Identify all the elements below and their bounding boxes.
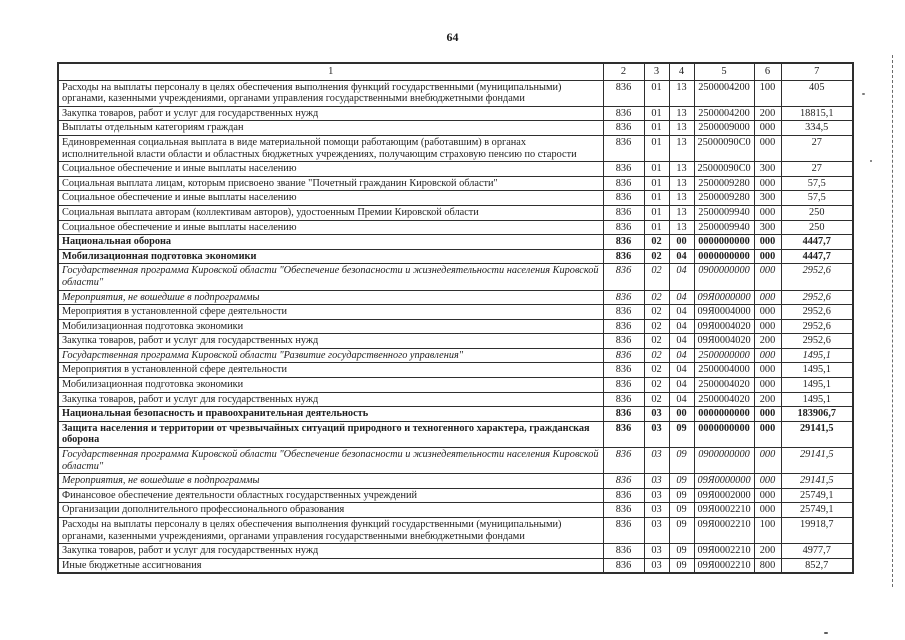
cell-amount: 1495,1: [781, 378, 853, 393]
cell-section: 01: [644, 80, 669, 106]
cell-expense-name: Мероприятия, не вошедшие в подпрограммы: [58, 474, 603, 489]
scan-artifact-speck: [870, 160, 872, 162]
header-cell-amount: 7: [781, 63, 853, 80]
cell-subsection: 09: [669, 448, 694, 474]
table-row: [58, 205, 853, 220]
table-row: [58, 290, 853, 305]
cell-subsection: 00: [669, 235, 694, 250]
table-row: [58, 106, 853, 121]
cell-expense-name: Закупка товаров, работ и услуг для государственных нужд: [58, 106, 603, 121]
cell-section: 03: [644, 544, 669, 559]
cell-expense-name: Социальное обеспечение и иные выплаты населению: [58, 191, 603, 206]
cell-target-article: 09Я0002210: [694, 518, 754, 544]
cell-grbs: 836: [603, 392, 644, 407]
cell-section: 02: [644, 334, 669, 349]
table-row: [58, 558, 853, 573]
cell-section: 02: [644, 363, 669, 378]
cell-amount: 57,5: [781, 176, 853, 191]
cell-expense-name: Государственная программа Кировской области "Обеспечение безопасности и жизнедеятельности населения Кировской области": [58, 264, 603, 290]
cell-target-article: 2500004200: [694, 80, 754, 106]
cell-expense-name: Защита населения и территории от чрезвычайных ситуаций природного и техногенного характера, гражданская оборона: [58, 421, 603, 447]
cell-amount: 4447,7: [781, 235, 853, 250]
cell-grbs: 836: [603, 162, 644, 177]
cell-amount: 2952,6: [781, 334, 853, 349]
cell-section: 02: [644, 264, 669, 290]
cell-subsection: 04: [669, 319, 694, 334]
cell-target-article: 2500004200: [694, 106, 754, 121]
table-row: [58, 220, 853, 235]
cell-amount: 57,5: [781, 191, 853, 206]
cell-expense-type: 200: [754, 392, 781, 407]
cell-subsection: 13: [669, 162, 694, 177]
cell-expense-name: Мобилизационная подготовка экономики: [58, 378, 603, 393]
cell-section: 02: [644, 305, 669, 320]
cell-subsection: 04: [669, 363, 694, 378]
cell-section: 02: [644, 392, 669, 407]
cell-section: 03: [644, 448, 669, 474]
cell-expense-name: Закупка товаров, работ и услуг для государственных нужд: [58, 544, 603, 559]
cell-amount: 405: [781, 80, 853, 106]
cell-target-article: 09Я0000000: [694, 290, 754, 305]
cell-subsection: 04: [669, 264, 694, 290]
cell-target-article: 2500009000: [694, 121, 754, 136]
cell-grbs: 836: [603, 363, 644, 378]
cell-target-article: 2500004020: [694, 378, 754, 393]
cell-amount: 27: [781, 135, 853, 161]
cell-amount: 250: [781, 220, 853, 235]
cell-grbs: 836: [603, 205, 644, 220]
cell-target-article: 0900000000: [694, 264, 754, 290]
budget-table: [57, 62, 854, 574]
cell-subsection: 09: [669, 474, 694, 489]
cell-expense-name: Закупка товаров, работ и услуг для государственных нужд: [58, 392, 603, 407]
cell-expense-name: Социальная выплата лицам, которым присвоено звание "Почетный гражданин Кировской области": [58, 176, 603, 191]
table-row: [58, 348, 853, 363]
cell-expense-type: 000: [754, 319, 781, 334]
table-row: [58, 474, 853, 489]
cell-target-article: 09Я0002210: [694, 503, 754, 518]
cell-section: 01: [644, 135, 669, 161]
cell-grbs: 836: [603, 80, 644, 106]
cell-expense-type: 000: [754, 363, 781, 378]
cell-expense-type: 000: [754, 421, 781, 447]
cell-target-article: 2500009280: [694, 191, 754, 206]
cell-grbs: 836: [603, 558, 644, 573]
cell-amount: 19918,7: [781, 518, 853, 544]
cell-target-article: 2500009280: [694, 176, 754, 191]
cell-expense-name: Единовременная социальная выплата в виде материальной помощи работающим (работавшим) в органах исполнительной власти области и областных бюджетных учреждениях, получающим страховую пенсию по старости: [58, 135, 603, 161]
cell-amount: 1495,1: [781, 392, 853, 407]
table-row: [58, 135, 853, 161]
cell-expense-name: Мероприятия, не вошедшие в подпрограммы: [58, 290, 603, 305]
table-row: [58, 421, 853, 447]
cell-section: 01: [644, 106, 669, 121]
cell-subsection: 13: [669, 121, 694, 136]
cell-target-article: 09Я0004020: [694, 319, 754, 334]
cell-expense-type: 000: [754, 488, 781, 503]
cell-subsection: 04: [669, 378, 694, 393]
cell-amount: 250: [781, 205, 853, 220]
cell-target-article: 2500009940: [694, 220, 754, 235]
cell-expense-type: 000: [754, 176, 781, 191]
cell-grbs: 836: [603, 421, 644, 447]
cell-expense-name: Выплаты отдельным категориям граждан: [58, 121, 603, 136]
cell-expense-type: 300: [754, 162, 781, 177]
cell-section: 03: [644, 488, 669, 503]
cell-expense-type: 100: [754, 518, 781, 544]
cell-grbs: 836: [603, 334, 644, 349]
cell-expense-type: 300: [754, 191, 781, 206]
cell-section: 03: [644, 421, 669, 447]
cell-expense-name: Мобилизационная подготовка экономики: [58, 319, 603, 334]
cell-target-article: 2500004020: [694, 392, 754, 407]
cell-section: 02: [644, 249, 669, 264]
cell-amount: 25749,1: [781, 503, 853, 518]
cell-section: 02: [644, 290, 669, 305]
table-row: [58, 334, 853, 349]
cell-target-article: 09Я0004020: [694, 334, 754, 349]
cell-target-article: 0000000000: [694, 407, 754, 422]
cell-amount: 2952,6: [781, 290, 853, 305]
table-row: [58, 363, 853, 378]
cell-subsection: 04: [669, 334, 694, 349]
cell-subsection: 09: [669, 421, 694, 447]
cell-subsection: 09: [669, 503, 694, 518]
scan-artifact-speck: [862, 93, 865, 95]
cell-section: 03: [644, 518, 669, 544]
table-row: [58, 80, 853, 106]
table-header-row: [58, 63, 853, 80]
cell-grbs: 836: [603, 488, 644, 503]
cell-grbs: 836: [603, 290, 644, 305]
cell-expense-type: 000: [754, 407, 781, 422]
header-cell-expense-type: 6: [754, 63, 781, 80]
cell-expense-name: Социальная выплата авторам (коллективам авторов), удостоенным Премии Кировской области: [58, 205, 603, 220]
cell-expense-name: Финансовое обеспечение деятельности областных государственных учреждений: [58, 488, 603, 503]
cell-amount: 4977,7: [781, 544, 853, 559]
cell-amount: 183906,7: [781, 407, 853, 422]
table-row: [58, 448, 853, 474]
cell-grbs: 836: [603, 305, 644, 320]
cell-amount: 852,7: [781, 558, 853, 573]
cell-grbs: 836: [603, 220, 644, 235]
page-number: 64: [446, 30, 459, 44]
cell-section: 02: [644, 378, 669, 393]
cell-target-article: 09Я0002210: [694, 558, 754, 573]
cell-target-article: 0000000000: [694, 249, 754, 264]
cell-expense-name: Национальная безопасность и правоохранительная деятельность: [58, 407, 603, 422]
cell-subsection: 04: [669, 290, 694, 305]
cell-target-article: 09Я0000000: [694, 474, 754, 489]
cell-target-article: 09Я0004000: [694, 305, 754, 320]
table-row: [58, 305, 853, 320]
cell-expense-type: 200: [754, 334, 781, 349]
cell-grbs: 836: [603, 518, 644, 544]
cell-target-article: 25000090С0: [694, 135, 754, 161]
cell-amount: 1495,1: [781, 363, 853, 378]
cell-section: 01: [644, 121, 669, 136]
cell-subsection: 04: [669, 392, 694, 407]
cell-section: 02: [644, 235, 669, 250]
cell-amount: 2952,6: [781, 305, 853, 320]
header-cell-grbs: 2: [603, 63, 644, 80]
cell-expense-name: Социальное обеспечение и иные выплаты населению: [58, 162, 603, 177]
cell-expense-type: 000: [754, 448, 781, 474]
cell-grbs: 836: [603, 474, 644, 489]
table-row: [58, 264, 853, 290]
cell-expense-type: 000: [754, 503, 781, 518]
cell-section: 01: [644, 220, 669, 235]
cell-expense-type: 300: [754, 220, 781, 235]
cell-amount: 2952,6: [781, 264, 853, 290]
cell-subsection: 04: [669, 348, 694, 363]
cell-expense-type: 000: [754, 305, 781, 320]
cell-subsection: 04: [669, 305, 694, 320]
table-row: [58, 249, 853, 264]
cell-subsection: 09: [669, 488, 694, 503]
cell-expense-name: Иные бюджетные ассигнования: [58, 558, 603, 573]
cell-expense-type: 000: [754, 474, 781, 489]
cell-subsection: 09: [669, 544, 694, 559]
cell-expense-type: 000: [754, 264, 781, 290]
cell-target-article: 25000090С0: [694, 162, 754, 177]
table-row: [58, 488, 853, 503]
budget-table-body: [58, 80, 853, 573]
table-row: [58, 191, 853, 206]
cell-section: 03: [644, 407, 669, 422]
cell-grbs: 836: [603, 448, 644, 474]
table-row: [58, 518, 853, 544]
cell-target-article: 09Я0002000: [694, 488, 754, 503]
cell-section: 03: [644, 474, 669, 489]
cell-grbs: 836: [603, 348, 644, 363]
cell-expense-type: 200: [754, 544, 781, 559]
header-cell-section: 3: [644, 63, 669, 80]
cell-target-article: 0900000000: [694, 448, 754, 474]
cell-expense-name: Социальное обеспечение и иные выплаты населению: [58, 220, 603, 235]
cell-section: 03: [644, 558, 669, 573]
cell-subsection: 04: [669, 249, 694, 264]
cell-subsection: 13: [669, 191, 694, 206]
cell-expense-name: Расходы на выплаты персоналу в целях обеспечения выполнения функций государственными (муниципальными) органами, казенными учреждениями, органами управления государственными внебюджетными фондами: [58, 518, 603, 544]
cell-expense-type: 000: [754, 135, 781, 161]
cell-amount: 4447,7: [781, 249, 853, 264]
cell-grbs: 836: [603, 249, 644, 264]
cell-grbs: 836: [603, 235, 644, 250]
cell-expense-type: 200: [754, 106, 781, 121]
cell-expense-name: Мероприятия в установленной сфере деятельности: [58, 363, 603, 378]
table-row: [58, 378, 853, 393]
cell-amount: 29141,5: [781, 474, 853, 489]
cell-section: 01: [644, 162, 669, 177]
cell-grbs: 836: [603, 319, 644, 334]
table-row: [58, 121, 853, 136]
table-row: [58, 319, 853, 334]
cell-grbs: 836: [603, 378, 644, 393]
cell-grbs: 836: [603, 191, 644, 206]
cell-amount: 29141,5: [781, 448, 853, 474]
cell-target-article: 2500009940: [694, 205, 754, 220]
table-row: [58, 235, 853, 250]
cell-grbs: 836: [603, 503, 644, 518]
table-row: [58, 407, 853, 422]
cell-grbs: 836: [603, 407, 644, 422]
cell-grbs: 836: [603, 135, 644, 161]
table-row: [58, 392, 853, 407]
cell-expense-name: Организации дополнительного профессионального образования: [58, 503, 603, 518]
cell-grbs: 836: [603, 264, 644, 290]
cell-grbs: 836: [603, 106, 644, 121]
cell-expense-type: 000: [754, 348, 781, 363]
cell-expense-type: 100: [754, 80, 781, 106]
cell-expense-name: Национальная оборона: [58, 235, 603, 250]
cell-amount: 1495,1: [781, 348, 853, 363]
table-row: [58, 503, 853, 518]
cell-subsection: 13: [669, 80, 694, 106]
cell-expense-name: Государственная программа Кировской области "Обеспечение безопасности и жизнедеятельности населения Кировской области": [58, 448, 603, 474]
cell-expense-name: Мобилизационная подготовка экономики: [58, 249, 603, 264]
cell-target-article: 2500000000: [694, 348, 754, 363]
cell-expense-type: 800: [754, 558, 781, 573]
cell-expense-name: Закупка товаров, работ и услуг для государственных нужд: [58, 334, 603, 349]
cell-amount: 27: [781, 162, 853, 177]
cell-subsection: 09: [669, 518, 694, 544]
cell-subsection: 13: [669, 176, 694, 191]
cell-subsection: 13: [669, 205, 694, 220]
cell-section: 01: [644, 191, 669, 206]
cell-subsection: 13: [669, 135, 694, 161]
cell-target-article: 0000000000: [694, 235, 754, 250]
cell-grbs: 836: [603, 176, 644, 191]
cell-expense-type: 000: [754, 290, 781, 305]
cell-amount: 18815,1: [781, 106, 853, 121]
cell-expense-name: Государственная программа Кировской области "Развитие государственного управления": [58, 348, 603, 363]
cell-expense-type: 000: [754, 249, 781, 264]
table-row: [58, 544, 853, 559]
header-cell-expense-name: 1: [58, 63, 603, 80]
cell-target-article: 09Я0002210: [694, 544, 754, 559]
cell-section: 01: [644, 176, 669, 191]
cell-expense-name: Мероприятия в установленной сфере деятельности: [58, 305, 603, 320]
cell-amount: 334,5: [781, 121, 853, 136]
cell-subsection: 09: [669, 558, 694, 573]
cell-expense-type: 000: [754, 205, 781, 220]
cell-expense-type: 000: [754, 235, 781, 250]
cell-grbs: 836: [603, 121, 644, 136]
cell-amount: 2952,6: [781, 319, 853, 334]
cell-expense-name: Расходы на выплаты персоналу в целях обеспечения выполнения функций государственными (муниципальными) органами, казенными учреждениями, органами управления государственными внебюджетными фондами: [58, 80, 603, 106]
table-row: [58, 162, 853, 177]
cell-subsection: 00: [669, 407, 694, 422]
cell-subsection: 13: [669, 106, 694, 121]
cell-section: 02: [644, 319, 669, 334]
cell-expense-type: 000: [754, 121, 781, 136]
cell-amount: 29141,5: [781, 421, 853, 447]
cell-target-article: 2500004000: [694, 363, 754, 378]
cell-expense-type: 000: [754, 378, 781, 393]
cell-grbs: 836: [603, 544, 644, 559]
cell-target-article: 0000000000: [694, 421, 754, 447]
scan-artifact-speck: [824, 632, 828, 634]
cell-amount: 25749,1: [781, 488, 853, 503]
cell-section: 01: [644, 205, 669, 220]
cell-section: 03: [644, 503, 669, 518]
table-row: [58, 176, 853, 191]
header-cell-subsection: 4: [669, 63, 694, 80]
cell-section: 02: [644, 348, 669, 363]
header-cell-target-article: 5: [694, 63, 754, 80]
scan-artifact-edge-line: [892, 55, 893, 587]
cell-subsection: 13: [669, 220, 694, 235]
